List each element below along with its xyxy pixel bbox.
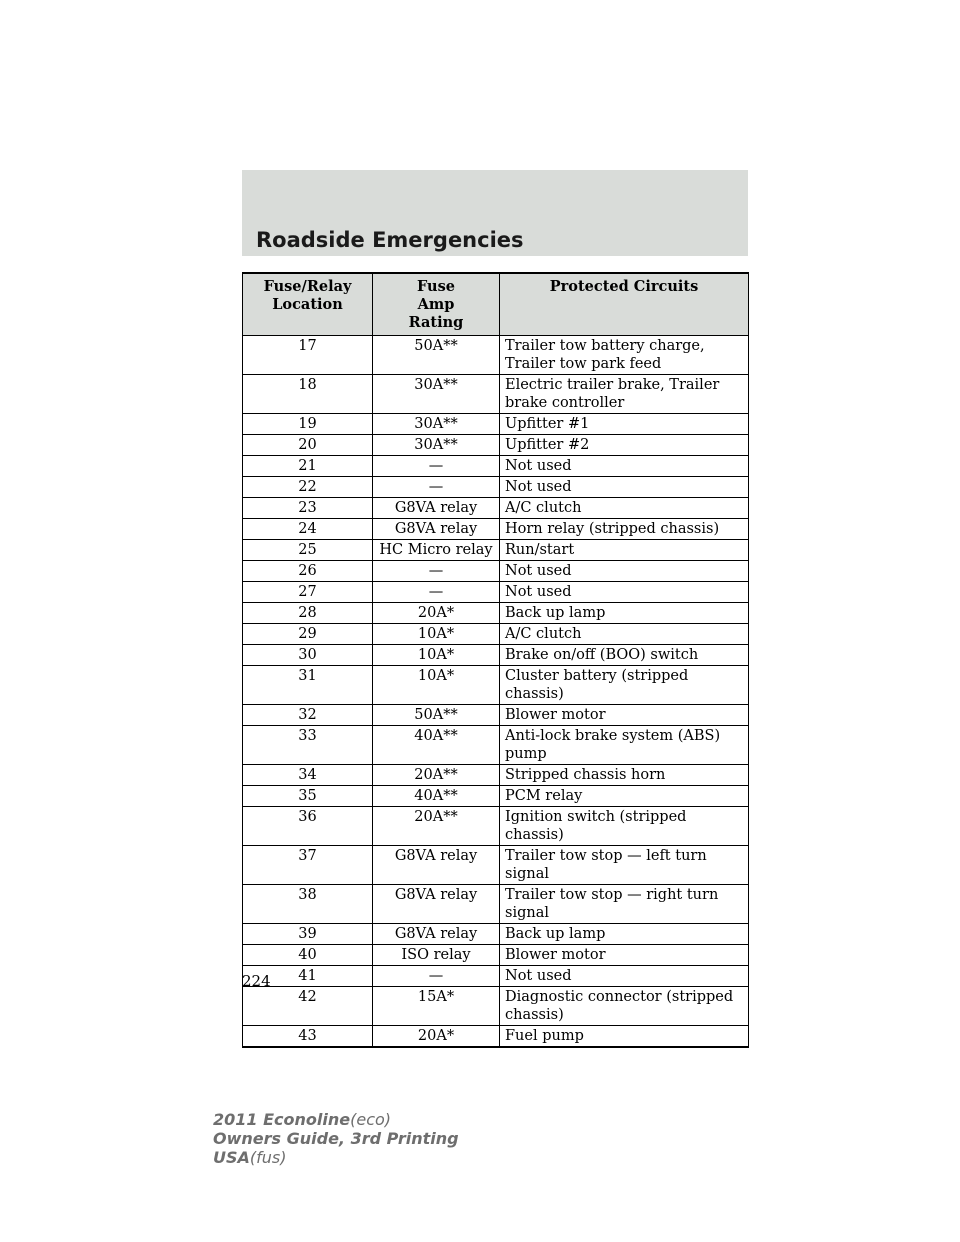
fuse-amp-cell: 20A** [373,807,500,846]
fuse-location-cell: 37 [243,846,373,885]
fuse-location-cell: 25 [243,540,373,561]
protected-circuit-cell: Not used [500,582,749,603]
table-row [243,603,749,624]
protected-circuit-cell: Fuel pump [500,1026,749,1048]
fuse-amp-cell: 20A* [373,603,500,624]
section-title: Roadside Emergencies [256,228,524,252]
protected-circuit-cell: Not used [500,456,749,477]
table-row [243,705,749,726]
fuse-amp-cell: 20A* [373,1026,500,1048]
protected-circuit-cell: Not used [500,477,749,498]
table-row [243,846,749,885]
fuse-amp-cell: 10A* [373,645,500,666]
table-row [243,375,749,414]
header-location: Fuse/Relay Location [243,273,373,336]
protected-circuit-cell: Not used [500,561,749,582]
fuse-amp-cell: 40A** [373,786,500,807]
fuse-table [242,272,749,1048]
section-header-band [242,170,748,256]
fuse-table-header [243,273,749,336]
footer-model: 2011 Econoline [213,1110,351,1129]
fuse-location-cell: 30 [243,645,373,666]
fuse-amp-cell: — [373,966,500,987]
fuse-location-cell: 24 [243,519,373,540]
table-row [243,786,749,807]
table-row [243,966,749,987]
footer-market: USA [213,1148,250,1167]
protected-circuit-cell: Blower motor [500,945,749,966]
protected-circuit-cell: Brake on/off (BOO) switch [500,645,749,666]
fuse-location-cell: 22 [243,477,373,498]
protected-circuit-cell: Trailer tow battery charge, Trailer tow park feed [500,336,749,375]
header-protected-circuits: Protected Circuits [500,273,749,336]
fuse-location-cell: 39 [243,924,373,945]
fuse-location-cell: 43 [243,1026,373,1048]
table-row [243,519,749,540]
table-row [243,336,749,375]
table-row [243,885,749,924]
fuse-amp-cell: G8VA relay [373,498,500,519]
protected-circuit-cell: A/C clutch [500,624,749,645]
table-row [243,807,749,846]
fuse-amp-cell: — [373,456,500,477]
table-row [243,645,749,666]
fuse-amp-cell: ISO relay [373,945,500,966]
fuse-location-cell: 36 [243,807,373,846]
footer-line-market [213,1148,459,1167]
footer-market-code: (fus) [249,1148,287,1167]
protected-circuit-cell: Upfitter #1 [500,414,749,435]
table-row [243,924,749,945]
page-number: 224 [242,972,271,990]
fuse-location-cell: 29 [243,624,373,645]
table-row [243,666,749,705]
fuse-amp-cell: 20A** [373,765,500,786]
table-row [243,456,749,477]
fuse-location-cell: 21 [243,456,373,477]
table-row [243,414,749,435]
protected-circuit-cell: Trailer tow stop — left turn signal [500,846,749,885]
protected-circuit-cell: PCM relay [500,786,749,807]
fuse-amp-cell: G8VA relay [373,885,500,924]
fuse-amp-cell: 15A* [373,987,500,1026]
table-row [243,435,749,456]
fuse-location-cell: 42 [243,987,373,1026]
fuse-amp-cell: 30A** [373,435,500,456]
fuse-location-cell: 35 [243,786,373,807]
protected-circuit-cell: Horn relay (stripped chassis) [500,519,749,540]
protected-circuit-cell: Diagnostic connector (stripped chassis) [500,987,749,1026]
table-row [243,1026,749,1048]
fuse-amp-cell: G8VA relay [373,924,500,945]
table-row [243,561,749,582]
table-row [243,726,749,765]
table-row [243,624,749,645]
table-row [243,765,749,786]
table-row [243,582,749,603]
protected-circuit-cell: Upfitter #2 [500,435,749,456]
fuse-location-cell: 32 [243,705,373,726]
footer-guide: Owners Guide, 3rd Printing [213,1129,459,1148]
fuse-table-body [243,336,749,1048]
fuse-amp-cell: 10A* [373,624,500,645]
fuse-location-cell: 40 [243,945,373,966]
fuse-amp-cell: 30A** [373,375,500,414]
fuse-location-cell: 41 [243,966,373,987]
fuse-amp-cell: G8VA relay [373,846,500,885]
table-row [243,945,749,966]
fuse-amp-cell: — [373,477,500,498]
fuse-location-cell: 19 [243,414,373,435]
fuse-amp-cell: 30A** [373,414,500,435]
fuse-location-cell: 20 [243,435,373,456]
fuse-amp-cell: 10A* [373,666,500,705]
header-row [243,273,749,336]
fuse-location-cell: 17 [243,336,373,375]
footer-line-guide [213,1129,459,1148]
fuse-location-cell: 28 [243,603,373,624]
protected-circuit-cell: Not used [500,966,749,987]
footer [213,1110,459,1167]
fuse-location-cell: 27 [243,582,373,603]
fuse-amp-cell: 40A** [373,726,500,765]
protected-circuit-cell: Trailer tow stop — right turn signal [500,885,749,924]
protected-circuit-cell: Cluster battery (stripped chassis) [500,666,749,705]
protected-circuit-cell: Anti-lock brake system (ABS) pump [500,726,749,765]
fuse-location-cell: 23 [243,498,373,519]
fuse-amp-cell: 50A** [373,705,500,726]
fuse-location-cell: 34 [243,765,373,786]
protected-circuit-cell: Back up lamp [500,924,749,945]
table-row [243,540,749,561]
table-row [243,987,749,1026]
fuse-amp-cell: — [373,561,500,582]
footer-model-code: (eco) [350,1110,392,1129]
fuse-amp-cell: G8VA relay [373,519,500,540]
fuse-amp-cell: — [373,582,500,603]
fuse-location-cell: 33 [243,726,373,765]
fuse-location-cell: 18 [243,375,373,414]
fuse-amp-cell: 50A** [373,336,500,375]
table-row [243,477,749,498]
header-amp-rating: Fuse Amp Rating [373,273,500,336]
fuse-location-cell: 26 [243,561,373,582]
protected-circuit-cell: Back up lamp [500,603,749,624]
footer-line-model [213,1110,459,1129]
protected-circuit-cell: A/C clutch [500,498,749,519]
table-row [243,498,749,519]
fuse-location-cell: 31 [243,666,373,705]
protected-circuit-cell: Run/start [500,540,749,561]
fuse-location-cell: 38 [243,885,373,924]
protected-circuit-cell: Ignition switch (stripped chassis) [500,807,749,846]
protected-circuit-cell: Stripped chassis horn [500,765,749,786]
protected-circuit-cell: Blower motor [500,705,749,726]
fuse-amp-cell: HC Micro relay [373,540,500,561]
protected-circuit-cell: Electric trailer brake, Trailer brake controller [500,375,749,414]
